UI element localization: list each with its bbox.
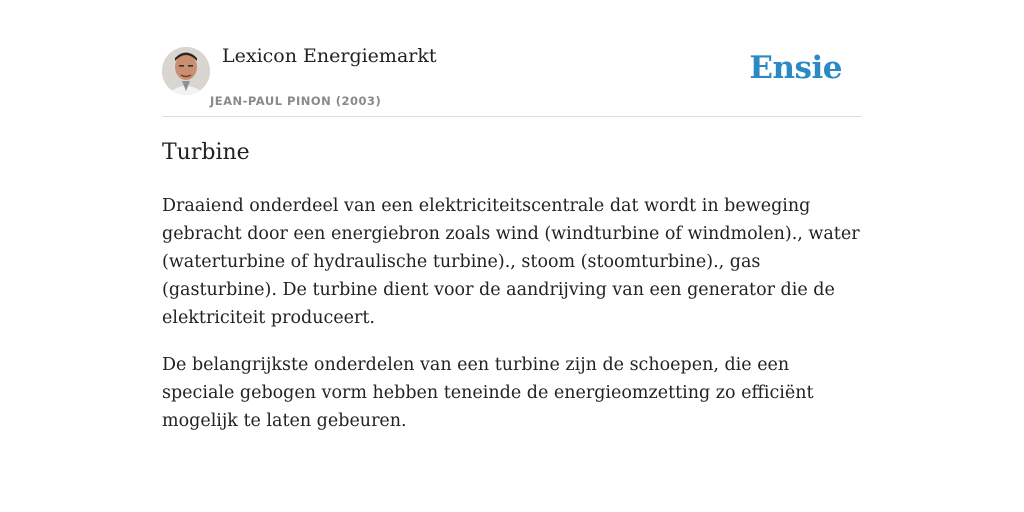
author-portrait-icon xyxy=(162,47,210,95)
entry-body xyxy=(162,192,867,454)
author-name[interactable]: JEAN-PAUL PINON (2003) xyxy=(210,94,382,108)
entry-title: Turbine xyxy=(162,140,250,165)
author-avatar[interactable] xyxy=(162,47,210,95)
entry-paragraph: Draaiend onderdeel van een elektriciteitscentrale dat wordt in beweging gebracht door een energiebron zoals wind (windturbine of windmolen)., water (waterturbine of hydraulische turbine)., stoom (stoomturbine)., gas (gasturbine). De turbine dient voor de aandrijving van een generator die de elektriciteit produceert. xyxy=(162,196,860,328)
ensie-logo[interactable]: Ensie xyxy=(749,50,842,86)
book-header xyxy=(162,0,862,117)
entry-paragraph: De belangrijkste onderdelen van een turbine zijn de schoepen, die een speciale gebogen vorm hebben teneinde de energieomzetting zo efficiënt mogelijk te laten gebeuren. xyxy=(162,355,814,431)
entry-page xyxy=(162,0,862,431)
book-title[interactable]: Lexicon Energiemarkt xyxy=(222,45,437,67)
